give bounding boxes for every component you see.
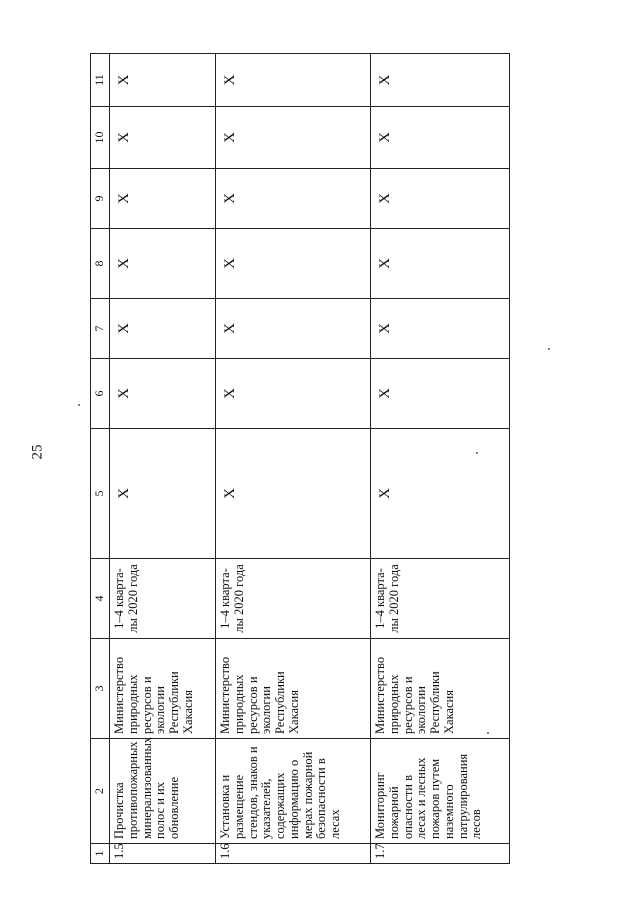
scan-speck <box>548 348 550 350</box>
scan-speck <box>487 732 489 734</box>
column-header: 7 <box>91 299 110 359</box>
value-cell: Х <box>371 169 510 229</box>
column-header: 8 <box>91 229 110 299</box>
column-header: 2 <box>91 739 110 844</box>
executor-cell: Министерство природных ресурсов и экологии Республики Хакасия <box>110 639 216 739</box>
column-header: 11 <box>91 54 110 107</box>
value-cell: Х <box>110 229 216 299</box>
table-row <box>216 54 371 864</box>
value-cell: Х <box>110 169 216 229</box>
value-cell: Х <box>216 229 371 299</box>
period-cell: 1–4 кварта-лы 2020 года <box>110 559 216 639</box>
page-number: 25 <box>29 444 46 460</box>
table-row <box>110 54 216 864</box>
rotated-table-frame <box>90 62 512 864</box>
value-cell: Х <box>110 359 216 429</box>
column-header: 1 <box>91 844 110 864</box>
value-cell: Х <box>371 429 510 559</box>
row-number: 1.6 <box>216 844 371 864</box>
scan-speck <box>476 452 478 454</box>
event-cell: Прочистка противопожарных минерализованных полос и их обновление <box>110 739 216 844</box>
value-cell: Х <box>110 54 216 107</box>
event-cell: Установка и размещение стендов, знаков и указателей, содержащих информацию о мерах пожарной безопасности в лесах <box>216 739 371 844</box>
value-cell: Х <box>371 107 510 169</box>
value-cell: Х <box>371 359 510 429</box>
value-cell: Х <box>110 429 216 559</box>
value-cell: Х <box>371 54 510 107</box>
column-header: 3 <box>91 639 110 739</box>
table-row <box>371 54 510 864</box>
column-header: 9 <box>91 169 110 229</box>
value-cell: Х <box>216 54 371 107</box>
period-cell: 1–4 кварта-лы 2020 года <box>216 559 371 639</box>
column-header: 5 <box>91 429 110 559</box>
scan-speck <box>78 404 80 406</box>
value-cell: Х <box>216 107 371 169</box>
row-number: 1.7 <box>371 844 510 864</box>
column-header: 6 <box>91 359 110 429</box>
header-row <box>91 54 110 864</box>
period-cell: 1–4 кварта-лы 2020 года <box>371 559 510 639</box>
column-header: 10 <box>91 107 110 169</box>
value-cell: Х <box>216 169 371 229</box>
value-cell: Х <box>110 107 216 169</box>
executor-cell: Министерство природных ресурсов и экологии Республики Хакасия <box>216 639 371 739</box>
column-header: 4 <box>91 559 110 639</box>
value-cell: Х <box>216 429 371 559</box>
event-cell: Мониторинг пожарной опасности в лесах и лесных пожаров путем наземного патрулирования лесов <box>371 739 510 844</box>
value-cell: Х <box>110 299 216 359</box>
value-cell: Х <box>216 359 371 429</box>
row-number: 1.5 <box>110 844 216 864</box>
value-cell: Х <box>216 299 371 359</box>
plan-table <box>90 53 510 864</box>
executor-cell: Министерство природных ресурсов и экологии Республики Хакасия <box>371 639 510 739</box>
value-cell: Х <box>371 229 510 299</box>
value-cell: Х <box>371 299 510 359</box>
